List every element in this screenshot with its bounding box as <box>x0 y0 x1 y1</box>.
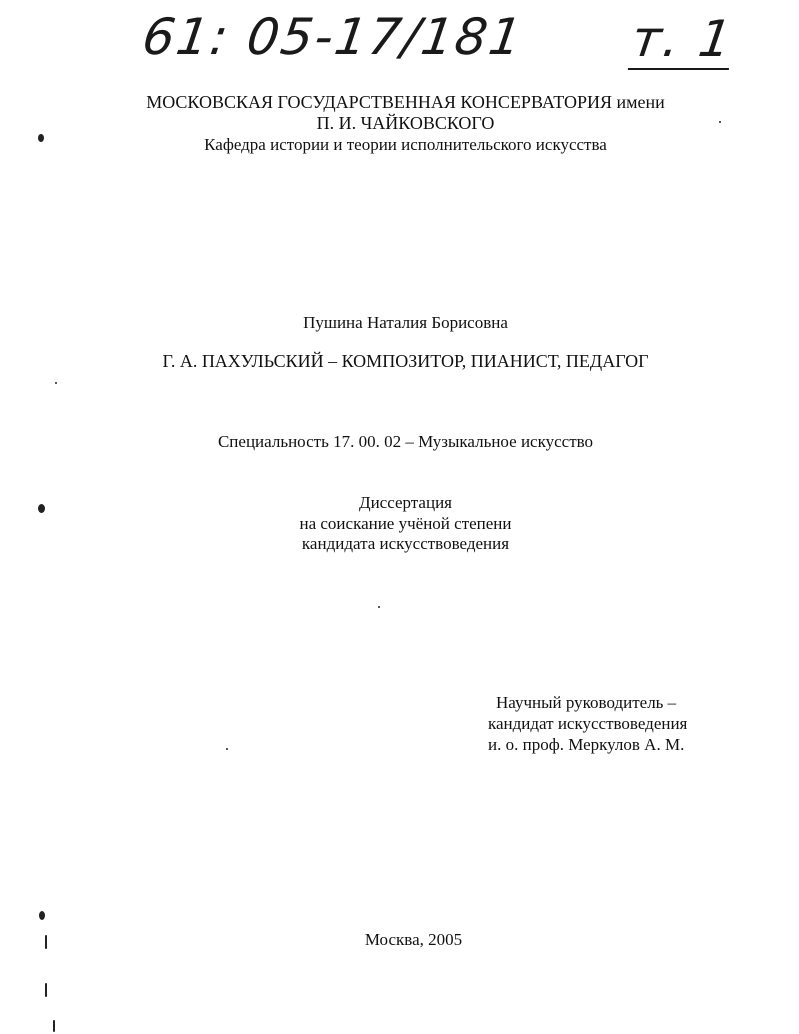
volume-mark-handwritten <box>628 10 737 70</box>
dissertation-type: Диссертация <box>358 493 452 512</box>
degree-line: на соискание учёной степени <box>299 514 512 533</box>
scan-speck <box>55 382 57 384</box>
scan-speck <box>226 748 228 750</box>
scan-speck <box>38 134 44 142</box>
city-year: Москва, 2005 <box>364 930 463 949</box>
scan-speck <box>45 983 47 997</box>
institution-name-line2: П. И. ЧАЙКОВСКОГО <box>316 113 495 133</box>
degree-name: кандидата искусствоведения <box>301 534 510 553</box>
department-name: Кафедра истории и теории исполнительского искусства <box>204 135 607 154</box>
scan-speck <box>378 606 380 608</box>
adviser-label: Научный руководитель – <box>496 693 677 712</box>
archive-code-handwritten: 61: 05-17/181 <box>138 8 528 66</box>
scan-speck <box>45 935 47 949</box>
scan-speck <box>53 1020 55 1032</box>
dissertation-title: Г. А. ПАХУЛЬСКИЙ – КОМПОЗИТОР, ПИАНИСТ, ПЕДАГОГ <box>162 351 649 371</box>
adviser-degree: кандидат искусствоведения <box>488 714 688 733</box>
scientific-adviser-block <box>488 692 687 755</box>
scan-speck <box>38 504 45 513</box>
scan-speck <box>39 911 45 920</box>
institution-name: МОСКОВСКАЯ ГОСУДАРСТВЕННАЯ КОНСЕРВАТОРИЯ имени <box>146 92 665 112</box>
scan-speck <box>719 121 721 123</box>
specialty-line: Специальность 17. 00. 02 – Музыкальное искусство <box>217 432 594 451</box>
volume-mark-text: т. 1 <box>628 10 737 68</box>
adviser-name: и. о. проф. Меркулов А. М. <box>488 735 685 754</box>
author-name: Пушина Наталия Борисовна <box>303 313 508 332</box>
